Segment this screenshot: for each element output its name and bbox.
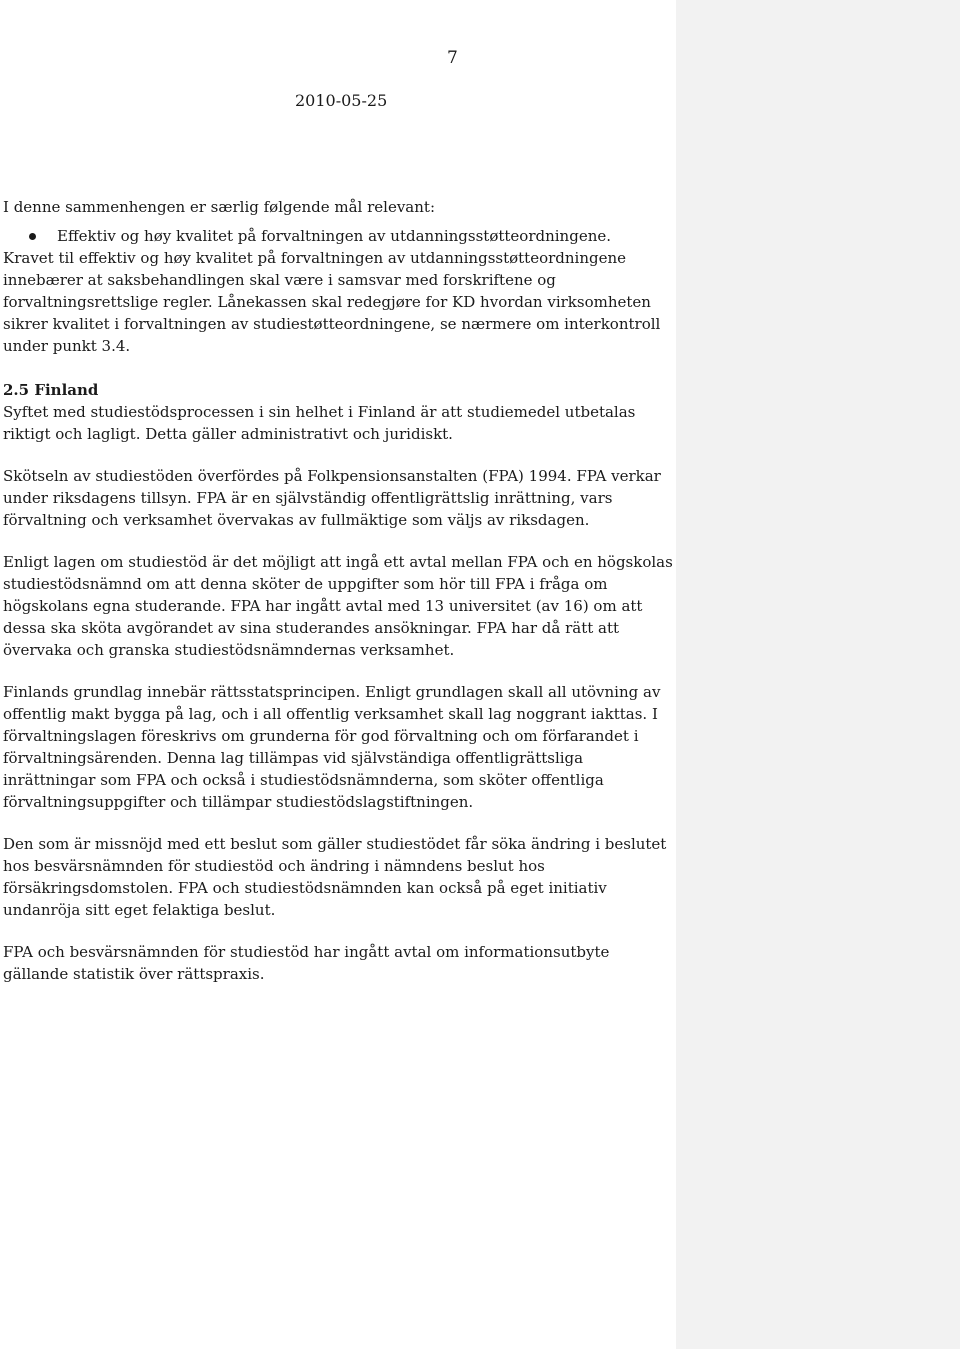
goal-list — [3, 225, 673, 247]
paragraph-purpose: Syftet med studiestödsprocessen i sin helhet i Finland är att studiemedel utbetalas riktigt och lagligt. Detta gäller administrativt och juridiskt. — [3, 403, 636, 443]
bullet-icon — [29, 233, 36, 240]
paragraph-agreements: Enligt lagen om studiestöd är det möjligt att ingå ett avtal mellan FPA och en högskolas studiestödsnämnd om att denna sköter de uppgifter som hör till FPA i fråga om högskolans egna studerande. FPA har ingått avtal med 13 universitet (av 16) om att dessa ska sköta avgörandet av sina studerandes ansökningar. FPA har då rätt att övervaka och granska studiestödsnämndernas verksamhet. — [3, 553, 673, 659]
document-date: 2010-05-25 — [295, 91, 388, 110]
paragraph-statistics: FPA och besvärsnämnden för studiestöd har ingått avtal om informationsutbyte gällande statistik över rättspraxis. — [3, 943, 610, 983]
paragraph-constitution: Finlands grundlag innebär rättsstatsprincipen. Enligt grundlagen skall all utövning av offentlig makt bygga på lag, och i all offentlig verksamhet skall lag noggrant iakttas. I förvaltningslagen föreskrivs om grunderna för god förvaltning och om förfarandet i förvaltningsärenden. Denna lag tillämpas vid självständiga offentligrättsliga inrättningar som FPA och också i studiestödsnämnderna, som sköter offentliga förvaltningsuppgifter och tillämpar studiestödslagstiftningen. — [3, 683, 661, 811]
page-number: 7 — [447, 48, 458, 68]
list-item — [3, 225, 673, 247]
paragraph-fpa: Skötseln av studiestöden överfördes på Folkpensionsanstalten (FPA) 1994. FPA verkar under riksdagens tillsyn. FPA är en självständig offentligrättslig inrättning, vars förvaltning och verksamhet övervakas av fullmäktige som väljs av riksdagen. — [3, 467, 661, 529]
paragraph-appeals: Den som är missnöjd med ett beslut som gäller studiestödet får söka ändring i beslutet hos besvärsnämnden för studiestöd och ändring i nämndens beslut hos försäkringsdomstolen. FPA och studiestödsnämnden kan också på eget initiativ undanröja sitt eget felaktiga beslut. — [3, 835, 667, 919]
document-body — [3, 196, 673, 985]
section-heading: 2.5 Finland — [3, 381, 99, 399]
list-item-text: Effektiv og høy kvalitet på forvaltningen av utdanningsstøtteordningene. — [57, 227, 612, 245]
intro-paragraph: I denne sammenhengen er særlig følgende mål relevant: — [3, 198, 435, 216]
comment-margin-panel — [676, 0, 960, 1349]
norway-paragraph: Kravet til effektiv og høy kvalitet på forvaltningen av utdanningsstøtteordningene innebærer at saksbehandlingen skal være i samsvar med forskriftene og forvaltningsrettslige regler. Lånekassen skal redegjøre for KD hvordan virksomheten sikrer kvalitet i forvaltningen av studiestøtteordningene, se nærmere om interkontroll under punkt 3.4. — [3, 249, 661, 355]
